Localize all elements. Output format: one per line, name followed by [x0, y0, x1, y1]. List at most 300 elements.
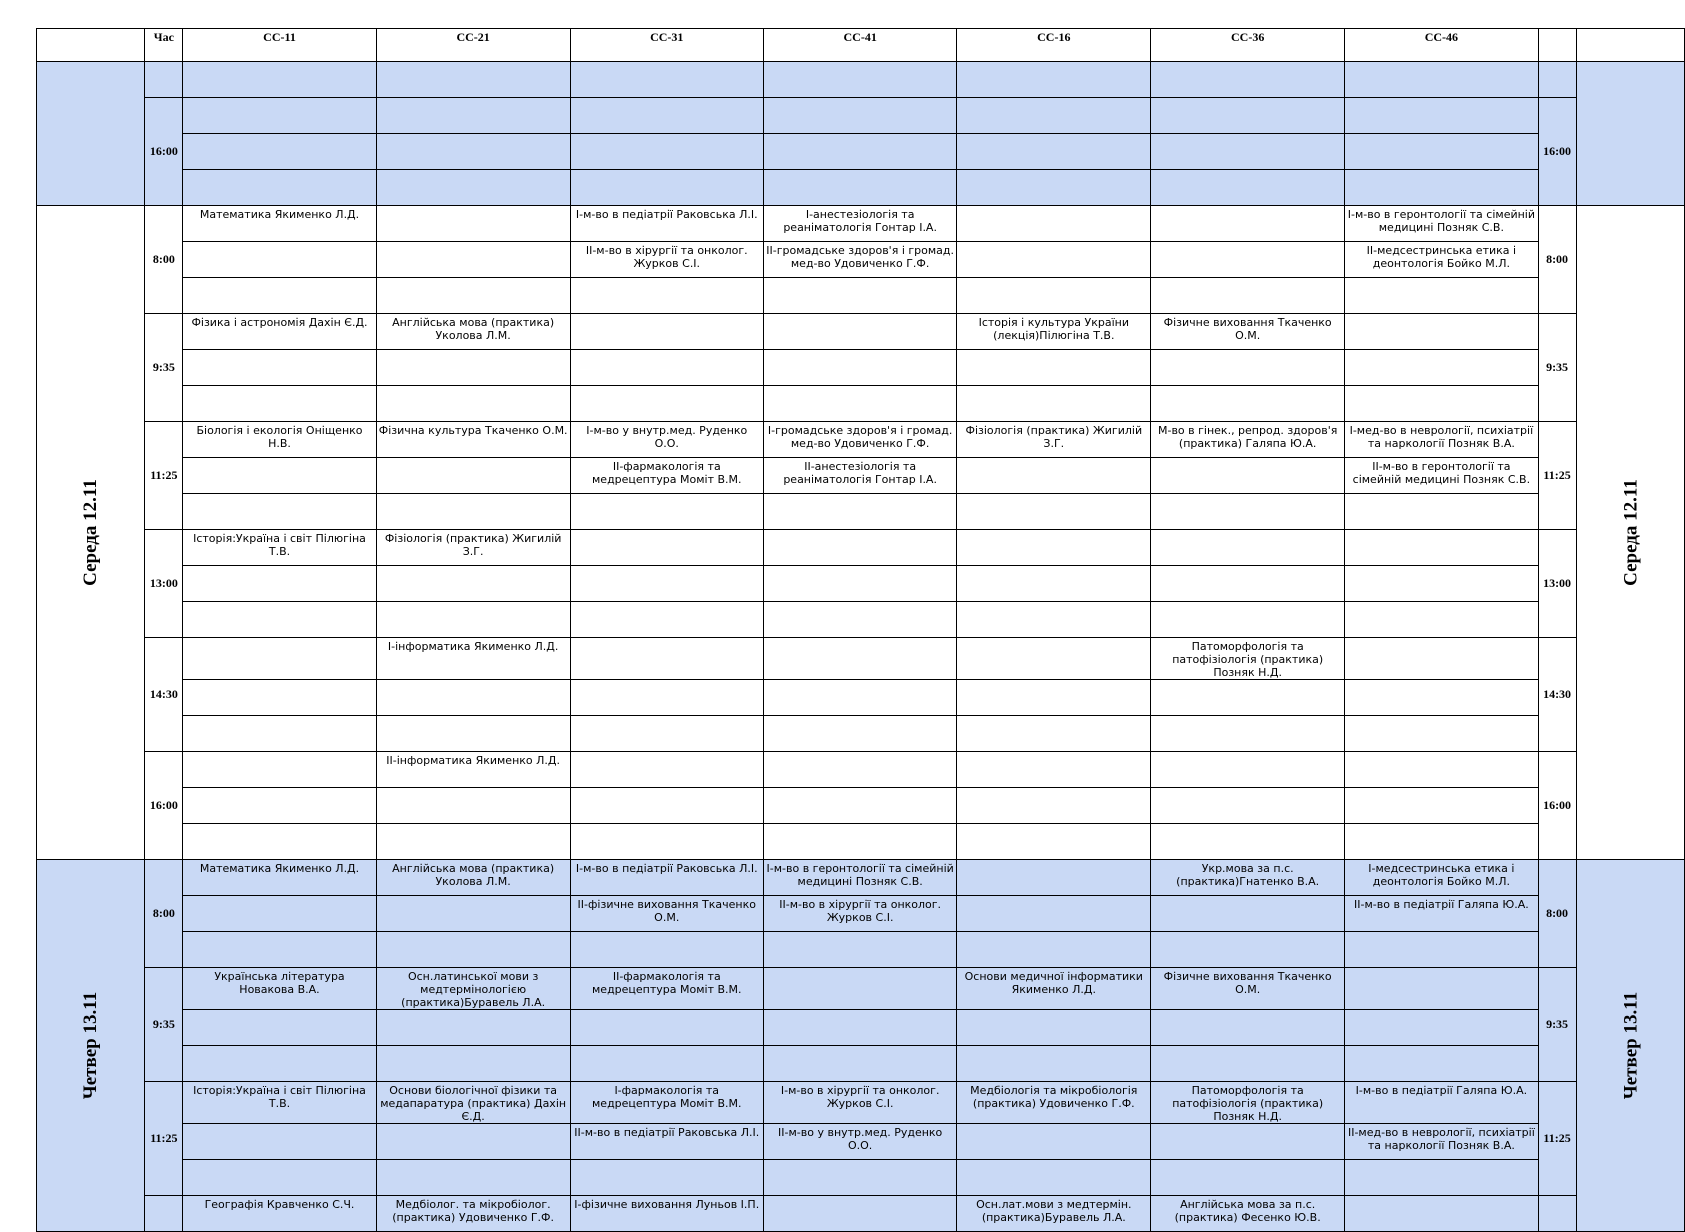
class-cell: II-м-во в геронтології та сімейній медицині Позняк С.В. — [1345, 458, 1539, 494]
class-cell: I-громадське здоров'я і громад. мед-во Удовиченко Г.Ф. — [763, 422, 956, 458]
day-label-right — [1576, 206, 1685, 860]
class-cell — [1151, 896, 1345, 932]
class-cell — [183, 242, 376, 278]
class-cell — [1345, 314, 1539, 350]
day-label-text: Четвер 13.11 — [1619, 991, 1641, 1100]
schedule-row — [37, 1160, 1685, 1196]
class-cell — [376, 1160, 570, 1196]
class-cell — [376, 824, 570, 860]
day-label-right — [1576, 62, 1685, 206]
class-cell — [1345, 1046, 1539, 1082]
class-cell — [1151, 278, 1345, 314]
time-cell-right: 16:00 — [1538, 98, 1576, 206]
class-cell — [1345, 134, 1539, 170]
time-cell-right: 13:00 — [1538, 530, 1576, 638]
class-cell — [1151, 680, 1345, 716]
class-cell — [376, 788, 570, 824]
day-label-text: Середа 12.11 — [80, 479, 102, 586]
class-cell — [1151, 206, 1345, 242]
class-cell — [1151, 62, 1345, 98]
time-cell-right: 14:30 — [1538, 638, 1576, 752]
schedule-row — [37, 860, 1685, 896]
class-cell — [763, 788, 956, 824]
class-cell — [1345, 62, 1539, 98]
class-cell — [763, 494, 956, 530]
class-cell — [1345, 788, 1539, 824]
class-cell: I-м-во у внутр.мед. Руденко О.О. — [570, 422, 763, 458]
class-cell: Фізичне виховання Ткаченко О.М. — [1151, 968, 1345, 1010]
class-cell — [570, 314, 763, 350]
class-cell — [1151, 824, 1345, 860]
schedule-row — [37, 422, 1685, 458]
class-cell — [1345, 170, 1539, 206]
class-cell — [957, 716, 1151, 752]
class-cell — [183, 458, 376, 494]
class-cell — [957, 860, 1151, 896]
class-cell: Географія Кравченко С.Ч. — [183, 1196, 376, 1232]
schedule-row — [37, 932, 1685, 968]
class-cell: II-фізичне виховання Ткаченко О.М. — [570, 896, 763, 932]
class-cell — [376, 386, 570, 422]
schedule-row — [37, 314, 1685, 350]
class-cell — [183, 1160, 376, 1196]
class-cell — [957, 134, 1151, 170]
class-cell — [1151, 170, 1345, 206]
class-cell — [1151, 530, 1345, 566]
class-cell — [376, 896, 570, 932]
class-cell — [957, 752, 1151, 788]
class-cell — [1151, 788, 1345, 824]
class-cell — [376, 62, 570, 98]
schedule-table — [36, 28, 1685, 1232]
schedule-row — [37, 206, 1685, 242]
class-cell: Українська література Новакова В.А. — [183, 968, 376, 1010]
class-cell: Фізика і астрономія Дахін Є.Д. — [183, 314, 376, 350]
class-cell — [957, 242, 1151, 278]
class-cell: Фізична культура Ткаченко О.М. — [376, 422, 570, 458]
day-label-left — [37, 860, 145, 1232]
class-cell — [763, 170, 956, 206]
time-cell-right: 16:00 — [1538, 752, 1576, 860]
class-cell: I-м-во в геронтології та сімейній медицині Позняк С.В. — [1345, 206, 1539, 242]
class-cell — [376, 458, 570, 494]
class-cell — [957, 350, 1151, 386]
class-cell: Укр.мова за п.с. (практика)Гнатенко В.А. — [1151, 860, 1345, 896]
class-cell — [183, 134, 376, 170]
group-header: СС-11 — [183, 29, 376, 62]
class-cell — [376, 1046, 570, 1082]
class-cell — [957, 896, 1151, 932]
time-cell-right — [1538, 62, 1576, 98]
class-cell: II-мед-во в неврології, психіатрії та наркології Позняк В.А. — [1345, 1124, 1539, 1160]
class-cell: I-мед-во в неврології, психіатрії та наркології Позняк В.А. — [1345, 422, 1539, 458]
class-cell — [1345, 716, 1539, 752]
time-cell-right: 8:00 — [1538, 206, 1576, 314]
schedule-row — [37, 602, 1685, 638]
class-cell: Медбіолог. та мікробіолог. (практика) Удовиченко Г.Ф. — [376, 1196, 570, 1232]
schedule-row — [37, 278, 1685, 314]
time-cell-left: 11:25 — [145, 1082, 183, 1196]
class-cell — [763, 1160, 956, 1196]
time-cell-right — [1538, 1196, 1576, 1232]
class-cell — [957, 458, 1151, 494]
class-cell — [183, 1046, 376, 1082]
class-cell: II-м-во в хірургії та онколог. Журков С.І. — [763, 896, 956, 932]
schedule-row — [37, 494, 1685, 530]
class-cell — [1151, 932, 1345, 968]
class-cell: II-фармакологія та медрецептура Моміт В.М. — [570, 968, 763, 1010]
schedule-row — [37, 1046, 1685, 1082]
day-label-text: Середа 12.11 — [1619, 479, 1641, 586]
class-cell — [763, 278, 956, 314]
time-cell-left — [145, 1196, 183, 1232]
class-cell — [376, 1124, 570, 1160]
class-cell — [570, 386, 763, 422]
class-cell: II-м-во у внутр.мед. Руденко О.О. — [763, 1124, 956, 1160]
class-cell — [183, 494, 376, 530]
class-cell: Англійська мова за п.с. (практика) Фесенко Ю.В. — [1151, 1196, 1345, 1232]
schedule-row — [37, 896, 1685, 932]
class-cell — [957, 638, 1151, 680]
class-cell — [763, 1046, 956, 1082]
class-cell — [1345, 680, 1539, 716]
class-cell — [183, 896, 376, 932]
time-cell-left — [145, 62, 183, 98]
schedule-row — [37, 242, 1685, 278]
schedule-row — [37, 788, 1685, 824]
class-cell — [763, 314, 956, 350]
class-cell — [763, 530, 956, 566]
class-cell — [376, 134, 570, 170]
class-cell — [376, 278, 570, 314]
class-cell: I-м-во в педіатрії Раковська Л.І. — [570, 206, 763, 242]
class-cell: II-медсестринська етика і деонтологія Бойко М.Л. — [1345, 242, 1539, 278]
class-cell — [183, 602, 376, 638]
class-cell — [376, 98, 570, 134]
time-cell-right: 11:25 — [1538, 1082, 1576, 1196]
class-cell — [957, 932, 1151, 968]
class-cell — [1151, 494, 1345, 530]
class-cell: Біологія і екологія Оніщенко Н.В. — [183, 422, 376, 458]
class-cell — [957, 1160, 1151, 1196]
class-cell: Англійська мова (практика) Уколова Л.М. — [376, 314, 570, 350]
class-cell — [570, 1046, 763, 1082]
class-cell — [1151, 716, 1345, 752]
class-cell: II-інформатика Якименко Л.Д. — [376, 752, 570, 788]
class-cell — [570, 680, 763, 716]
class-cell: Історія:Україна і світ Пілюгіна Т.В. — [183, 530, 376, 566]
class-cell — [1345, 932, 1539, 968]
class-cell — [763, 932, 956, 968]
schedule-row — [37, 1124, 1685, 1160]
time-cell-left: 13:00 — [145, 530, 183, 638]
class-cell — [763, 386, 956, 422]
schedule-row — [37, 350, 1685, 386]
time-cell-right: 9:35 — [1538, 314, 1576, 422]
class-cell — [1151, 566, 1345, 602]
class-cell — [570, 602, 763, 638]
class-cell — [570, 638, 763, 680]
class-cell — [376, 932, 570, 968]
class-cell — [1345, 566, 1539, 602]
class-cell — [1151, 350, 1345, 386]
class-cell: I-фізичне виховання Луньов І.П. — [570, 1196, 763, 1232]
group-header: СС-31 — [570, 29, 763, 62]
class-cell — [1151, 752, 1345, 788]
time-cell-left: 9:35 — [145, 314, 183, 422]
class-cell: II-фармакологія та медрецептура Моміт В.М. — [570, 458, 763, 494]
class-cell — [376, 1010, 570, 1046]
class-cell — [957, 170, 1151, 206]
schedule-row — [37, 1196, 1685, 1232]
class-cell — [763, 98, 956, 134]
schedule-row — [37, 680, 1685, 716]
class-cell — [570, 98, 763, 134]
schedule-row — [37, 1010, 1685, 1046]
corner-cell — [1576, 29, 1685, 62]
class-cell — [763, 752, 956, 788]
schedule-row — [37, 824, 1685, 860]
class-cell — [183, 62, 376, 98]
class-cell: М-во в гінек., репрод. здоров'я (практика) Галяпа Ю.А. — [1151, 422, 1345, 458]
class-cell — [570, 824, 763, 860]
class-cell: Патоморфологія та патофізіологія (практика) Позняк Н.Д. — [1151, 638, 1345, 680]
class-cell — [183, 1124, 376, 1160]
class-cell — [1345, 98, 1539, 134]
class-cell — [376, 716, 570, 752]
class-cell — [1151, 1160, 1345, 1196]
class-cell: I-м-во в хірургії та онколог. Журков С.І. — [763, 1082, 956, 1124]
class-cell — [570, 530, 763, 566]
day-label-left — [37, 62, 145, 206]
class-cell — [376, 566, 570, 602]
class-cell — [957, 788, 1151, 824]
class-cell — [570, 350, 763, 386]
class-cell — [957, 98, 1151, 134]
class-cell — [183, 824, 376, 860]
class-cell — [1345, 1160, 1539, 1196]
time-cell-right: 11:25 — [1538, 422, 1576, 530]
group-header: СС-21 — [376, 29, 570, 62]
class-cell: Математика Якименко Л.Д. — [183, 206, 376, 242]
class-cell: Історія:Україна і світ Пілюгіна Т.В. — [183, 1082, 376, 1124]
class-cell: II-м-во в хірургії та онколог. Журков С.І. — [570, 242, 763, 278]
hour-header: Час — [145, 29, 183, 62]
class-cell: Осн.латинської мови з медтермінологією (практика)Буравель Л.А. — [376, 968, 570, 1010]
class-cell — [183, 680, 376, 716]
class-cell — [570, 716, 763, 752]
class-cell — [1345, 1196, 1539, 1232]
class-cell — [183, 788, 376, 824]
class-cell: Англійська мова (практика) Уколова Л.М. — [376, 860, 570, 896]
schedule-row — [37, 530, 1685, 566]
class-cell: Історія і культура України (лекція)Пілюгіна Т.В. — [957, 314, 1151, 350]
class-cell: I-інформатика Якименко Л.Д. — [376, 638, 570, 680]
day-label-text: Четвер 13.11 — [80, 991, 102, 1100]
class-cell: Медбіологія та мікробіологія (практика) Удовиченко Г.Ф. — [957, 1082, 1151, 1124]
class-cell: II-м-во в педіатрії Галяпа Ю.А. — [1345, 896, 1539, 932]
class-cell — [376, 680, 570, 716]
class-cell — [376, 350, 570, 386]
class-cell — [1151, 386, 1345, 422]
schedule-row — [37, 98, 1685, 134]
class-cell — [1345, 752, 1539, 788]
schedule-row — [37, 386, 1685, 422]
class-cell — [570, 1010, 763, 1046]
class-cell — [957, 602, 1151, 638]
class-cell — [957, 1124, 1151, 1160]
class-cell — [570, 494, 763, 530]
class-cell — [570, 788, 763, 824]
class-cell: I-анестезіологія та реаніматологія Гонтар І.А. — [763, 206, 956, 242]
class-cell: Фізичне виховання Ткаченко О.М. — [1151, 314, 1345, 350]
class-cell — [957, 1010, 1151, 1046]
class-cell — [1345, 386, 1539, 422]
class-cell — [1345, 638, 1539, 680]
class-cell — [183, 716, 376, 752]
schedule-row — [37, 638, 1685, 680]
class-cell — [763, 602, 956, 638]
class-cell — [570, 932, 763, 968]
class-cell: Осн.лат.мови з медтермін. (практика)Буравель Л.А. — [957, 1196, 1151, 1232]
class-cell — [570, 278, 763, 314]
class-cell — [763, 638, 956, 680]
class-cell — [1345, 1010, 1539, 1046]
schedule-body — [37, 62, 1685, 1232]
class-cell — [957, 62, 1151, 98]
corner-cell — [37, 29, 145, 62]
schedule-row — [37, 716, 1685, 752]
class-cell — [376, 602, 570, 638]
time-cell-left: 8:00 — [145, 860, 183, 968]
class-cell — [1151, 602, 1345, 638]
time-cell-left: 9:35 — [145, 968, 183, 1082]
class-cell — [1151, 1010, 1345, 1046]
class-cell — [763, 824, 956, 860]
class-cell — [763, 134, 956, 170]
class-cell — [570, 134, 763, 170]
class-cell — [957, 494, 1151, 530]
class-cell: II-м-во в педіатрії Раковська Л.І. — [570, 1124, 763, 1160]
class-cell — [957, 278, 1151, 314]
time-cell-left: 11:25 — [145, 422, 183, 530]
group-header: СС-36 — [1151, 29, 1345, 62]
class-cell — [376, 206, 570, 242]
schedule-row — [37, 752, 1685, 788]
class-cell — [183, 566, 376, 602]
class-cell — [763, 680, 956, 716]
class-cell — [763, 968, 956, 1010]
schedule-row — [37, 968, 1685, 1010]
class-cell — [957, 386, 1151, 422]
class-cell — [183, 638, 376, 680]
class-cell: Математика Якименко Л.Д. — [183, 860, 376, 896]
class-cell — [763, 1010, 956, 1046]
time-cell-left: 8:00 — [145, 206, 183, 314]
class-cell: I-м-во в педіатрії Раковська Л.І. — [570, 860, 763, 896]
class-cell — [957, 824, 1151, 860]
time-cell-right: 8:00 — [1538, 860, 1576, 968]
class-cell: II-анестезіологія та реаніматологія Гонтар І.А. — [763, 458, 956, 494]
schedule-row — [37, 62, 1685, 98]
class-cell — [183, 170, 376, 206]
class-cell — [183, 278, 376, 314]
class-cell — [183, 98, 376, 134]
class-cell — [1345, 824, 1539, 860]
class-cell — [570, 170, 763, 206]
class-cell — [376, 494, 570, 530]
class-cell — [1345, 350, 1539, 386]
class-cell — [570, 752, 763, 788]
class-cell — [1345, 968, 1539, 1010]
class-cell — [763, 716, 956, 752]
group-header: СС-46 — [1345, 29, 1539, 62]
class-cell: I-медсестринська етика і деонтологія Бойко М.Л. — [1345, 860, 1539, 896]
schedule-row — [37, 134, 1685, 170]
schedule-row — [37, 566, 1685, 602]
time-cell-left: 14:30 — [145, 638, 183, 752]
class-cell — [1151, 458, 1345, 494]
class-cell: Основи медичної інформатики Якименко Л.Д. — [957, 968, 1151, 1010]
class-cell — [570, 1160, 763, 1196]
class-cell: Патоморфологія та патофізіологія (практика) Позняк Н.Д. — [1151, 1082, 1345, 1124]
class-cell — [183, 386, 376, 422]
class-cell — [763, 566, 956, 602]
class-cell: Фізіологія (практика) Жигилій З.Г. — [957, 422, 1151, 458]
class-cell — [1345, 278, 1539, 314]
class-cell — [376, 170, 570, 206]
class-cell — [570, 62, 763, 98]
schedule-row — [37, 170, 1685, 206]
class-cell — [183, 1010, 376, 1046]
class-cell — [763, 350, 956, 386]
class-cell — [1345, 530, 1539, 566]
class-cell — [763, 1196, 956, 1232]
class-cell — [957, 680, 1151, 716]
class-cell: II-громадське здоров'я і громад. мед-во Удовиченко Г.Ф. — [763, 242, 956, 278]
time-cell-left: 16:00 — [145, 98, 183, 206]
class-cell — [1151, 98, 1345, 134]
group-header: СС-41 — [763, 29, 956, 62]
class-cell — [570, 566, 763, 602]
class-cell — [957, 566, 1151, 602]
day-label-left — [37, 206, 145, 860]
time-cell-left: 16:00 — [145, 752, 183, 860]
time-cell-right: 9:35 — [1538, 968, 1576, 1082]
header-row — [37, 29, 1685, 62]
class-cell: I-м-во в геронтології та сімейній медицині Позняк С.В. — [763, 860, 956, 896]
class-cell — [183, 752, 376, 788]
corner-cell — [1538, 29, 1576, 62]
class-cell: Основи біологічної фізики та медапаратура (практика) Дахін Є.Д. — [376, 1082, 570, 1124]
class-cell: I-фармакологія та медрецептура Моміт В.М. — [570, 1082, 763, 1124]
class-cell: I-м-во в педіатрії Галяпа Ю.А. — [1345, 1082, 1539, 1124]
class-cell — [183, 932, 376, 968]
class-cell — [1345, 494, 1539, 530]
day-label-right — [1576, 860, 1685, 1232]
class-cell — [1345, 602, 1539, 638]
class-cell — [1151, 1124, 1345, 1160]
class-cell — [957, 206, 1151, 242]
class-cell — [1151, 242, 1345, 278]
class-cell — [1151, 134, 1345, 170]
schedule-row — [37, 1082, 1685, 1124]
class-cell — [1151, 1046, 1345, 1082]
group-header: СС-16 — [957, 29, 1151, 62]
schedule-row — [37, 458, 1685, 494]
class-cell — [183, 350, 376, 386]
class-cell — [376, 242, 570, 278]
